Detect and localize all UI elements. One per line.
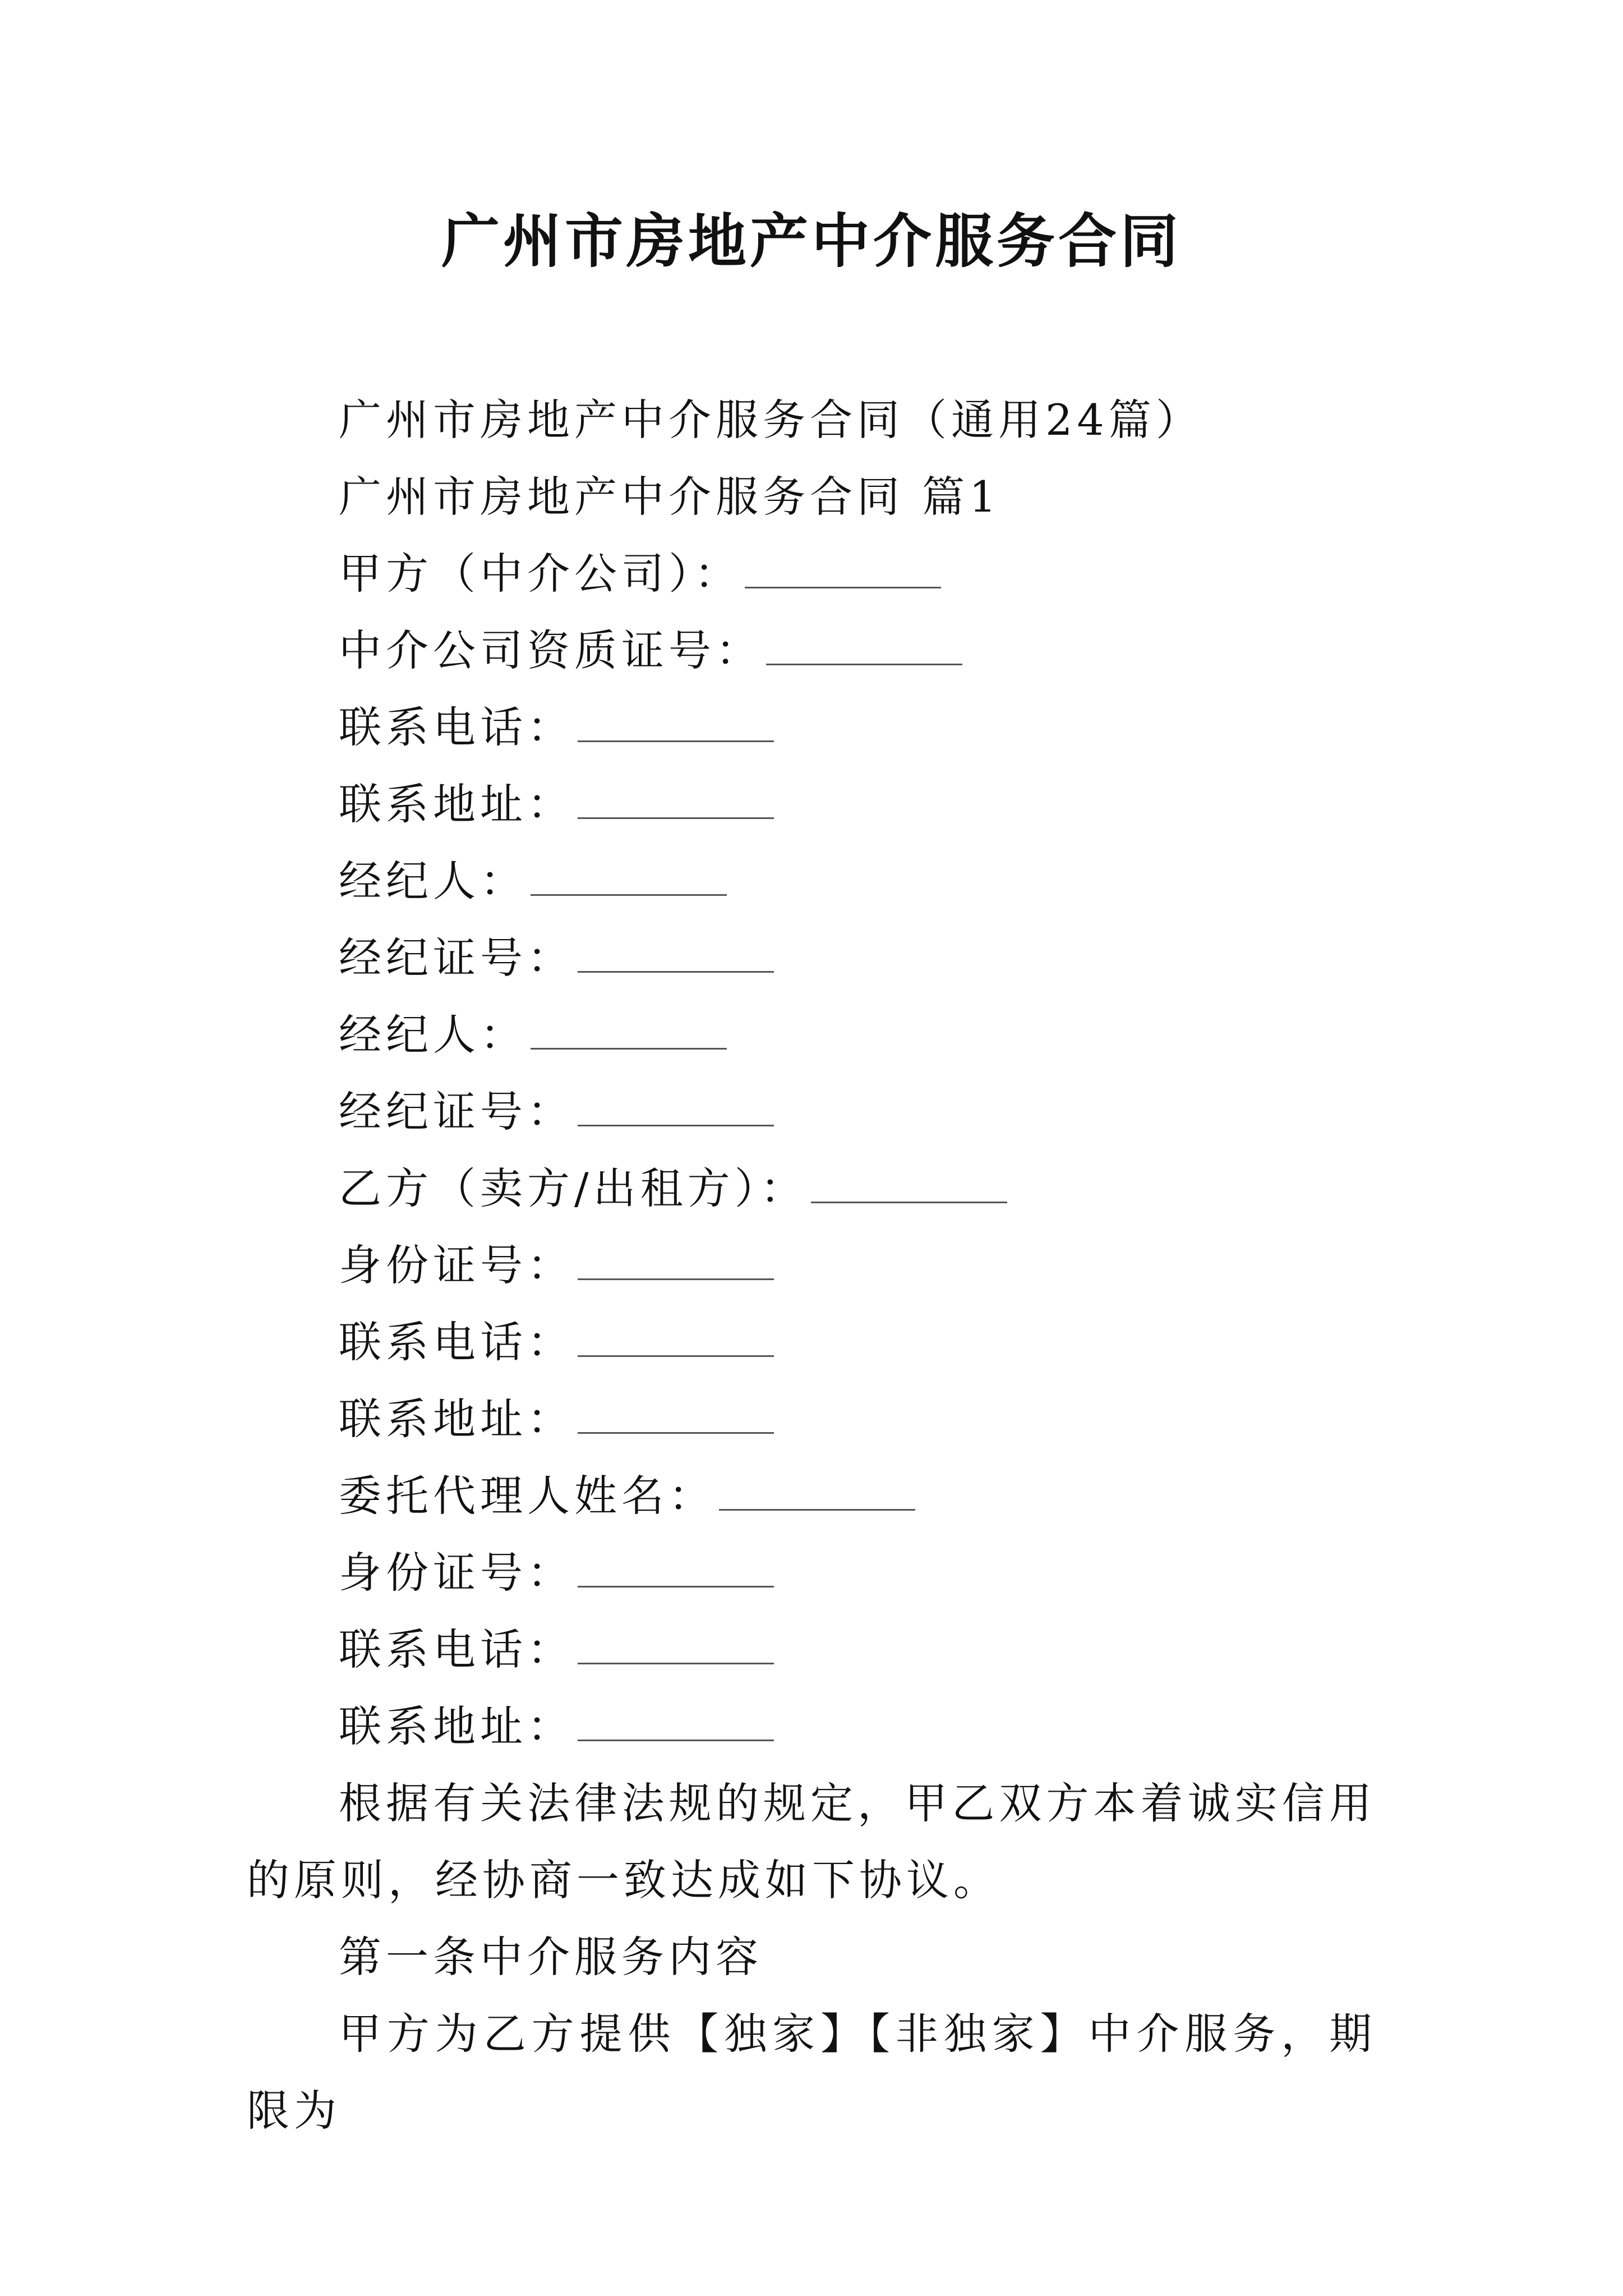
- fill-in-blank[interactable]: [578, 1631, 774, 1664]
- field-party-a-address: [247, 766, 1376, 843]
- field-label: 乙方（卖方/出租方）：: [339, 1163, 808, 1213]
- field-label: 联系电话：: [339, 1317, 574, 1367]
- field-label: 身份证号：: [339, 1240, 574, 1290]
- field-broker-2-license: [247, 1073, 1376, 1150]
- fill-in-blank[interactable]: [578, 1708, 774, 1741]
- field-label: 经纪人：: [339, 1010, 527, 1060]
- field-party-b-address: [247, 1381, 1376, 1457]
- field-label: 经纪证号：: [339, 933, 574, 983]
- intro-paragraph: 根据有关法律法规的规定，甲乙双方本着诚实信用的原则，经协商一致达成如下协议。: [247, 1778, 1376, 1905]
- article-1-heading: 第一条中介服务内容: [339, 1932, 763, 1982]
- field-party-b-id: [247, 1227, 1376, 1304]
- field-label: 联系电话：: [339, 1625, 574, 1674]
- field-agent-id: [247, 1534, 1376, 1611]
- field-party-b-phone: [247, 1304, 1376, 1381]
- field-label: 经纪证号：: [339, 1087, 574, 1137]
- field-label: 委托代理人姓名：: [339, 1471, 716, 1521]
- document-body: [247, 381, 1376, 2149]
- article-1-text: 甲方为乙方提供【独家】【非独家】中介服务，期限为: [247, 2009, 1376, 2136]
- fill-in-blank[interactable]: [531, 863, 727, 896]
- fill-in-blank[interactable]: [578, 1247, 774, 1280]
- document-title: 广州市房地产中介服务合同: [441, 206, 1182, 275]
- fill-in-blank[interactable]: [745, 555, 941, 588]
- fill-in-blank[interactable]: [766, 632, 962, 665]
- field-broker-1: [247, 843, 1376, 919]
- field-party-a-phone: [247, 689, 1376, 766]
- field-agency-license: [247, 612, 1376, 689]
- fill-in-blank[interactable]: [531, 1016, 727, 1050]
- fill-in-blank[interactable]: [719, 1478, 915, 1511]
- field-label: 中介公司资质证号：: [339, 625, 763, 675]
- field-label: 甲方（中介公司）：: [339, 549, 741, 599]
- field-label: 联系地址：: [339, 779, 574, 829]
- fill-in-blank[interactable]: [578, 940, 774, 973]
- field-broker-1-license: [247, 919, 1376, 996]
- field-label: 联系电话：: [339, 702, 574, 752]
- fill-in-blank[interactable]: [578, 1324, 774, 1357]
- field-party-a: [247, 535, 1376, 612]
- fill-in-blank[interactable]: [578, 786, 774, 819]
- document-subtitle: 广州市房地产中介服务合同（通用24篇）: [339, 395, 1203, 445]
- fill-in-blank[interactable]: [811, 1170, 1007, 1203]
- field-label: 联系地址：: [339, 1701, 574, 1751]
- section-heading: 广州市房地产中介服务合同 篇1: [339, 472, 1001, 522]
- field-label: 经纪人：: [339, 856, 527, 906]
- field-agent-name: [247, 1457, 1376, 1534]
- field-party-b: [247, 1150, 1376, 1227]
- field-label: 身份证号：: [339, 1548, 574, 1598]
- field-agent-address: [247, 1688, 1376, 1765]
- fill-in-blank[interactable]: [578, 1093, 774, 1126]
- fill-in-blank[interactable]: [578, 1554, 774, 1588]
- field-label: 联系地址：: [339, 1394, 574, 1444]
- field-broker-2: [247, 996, 1376, 1073]
- fill-in-blank[interactable]: [578, 709, 774, 742]
- fill-in-blank[interactable]: [578, 1401, 774, 1434]
- field-agent-phone: [247, 1611, 1376, 1688]
